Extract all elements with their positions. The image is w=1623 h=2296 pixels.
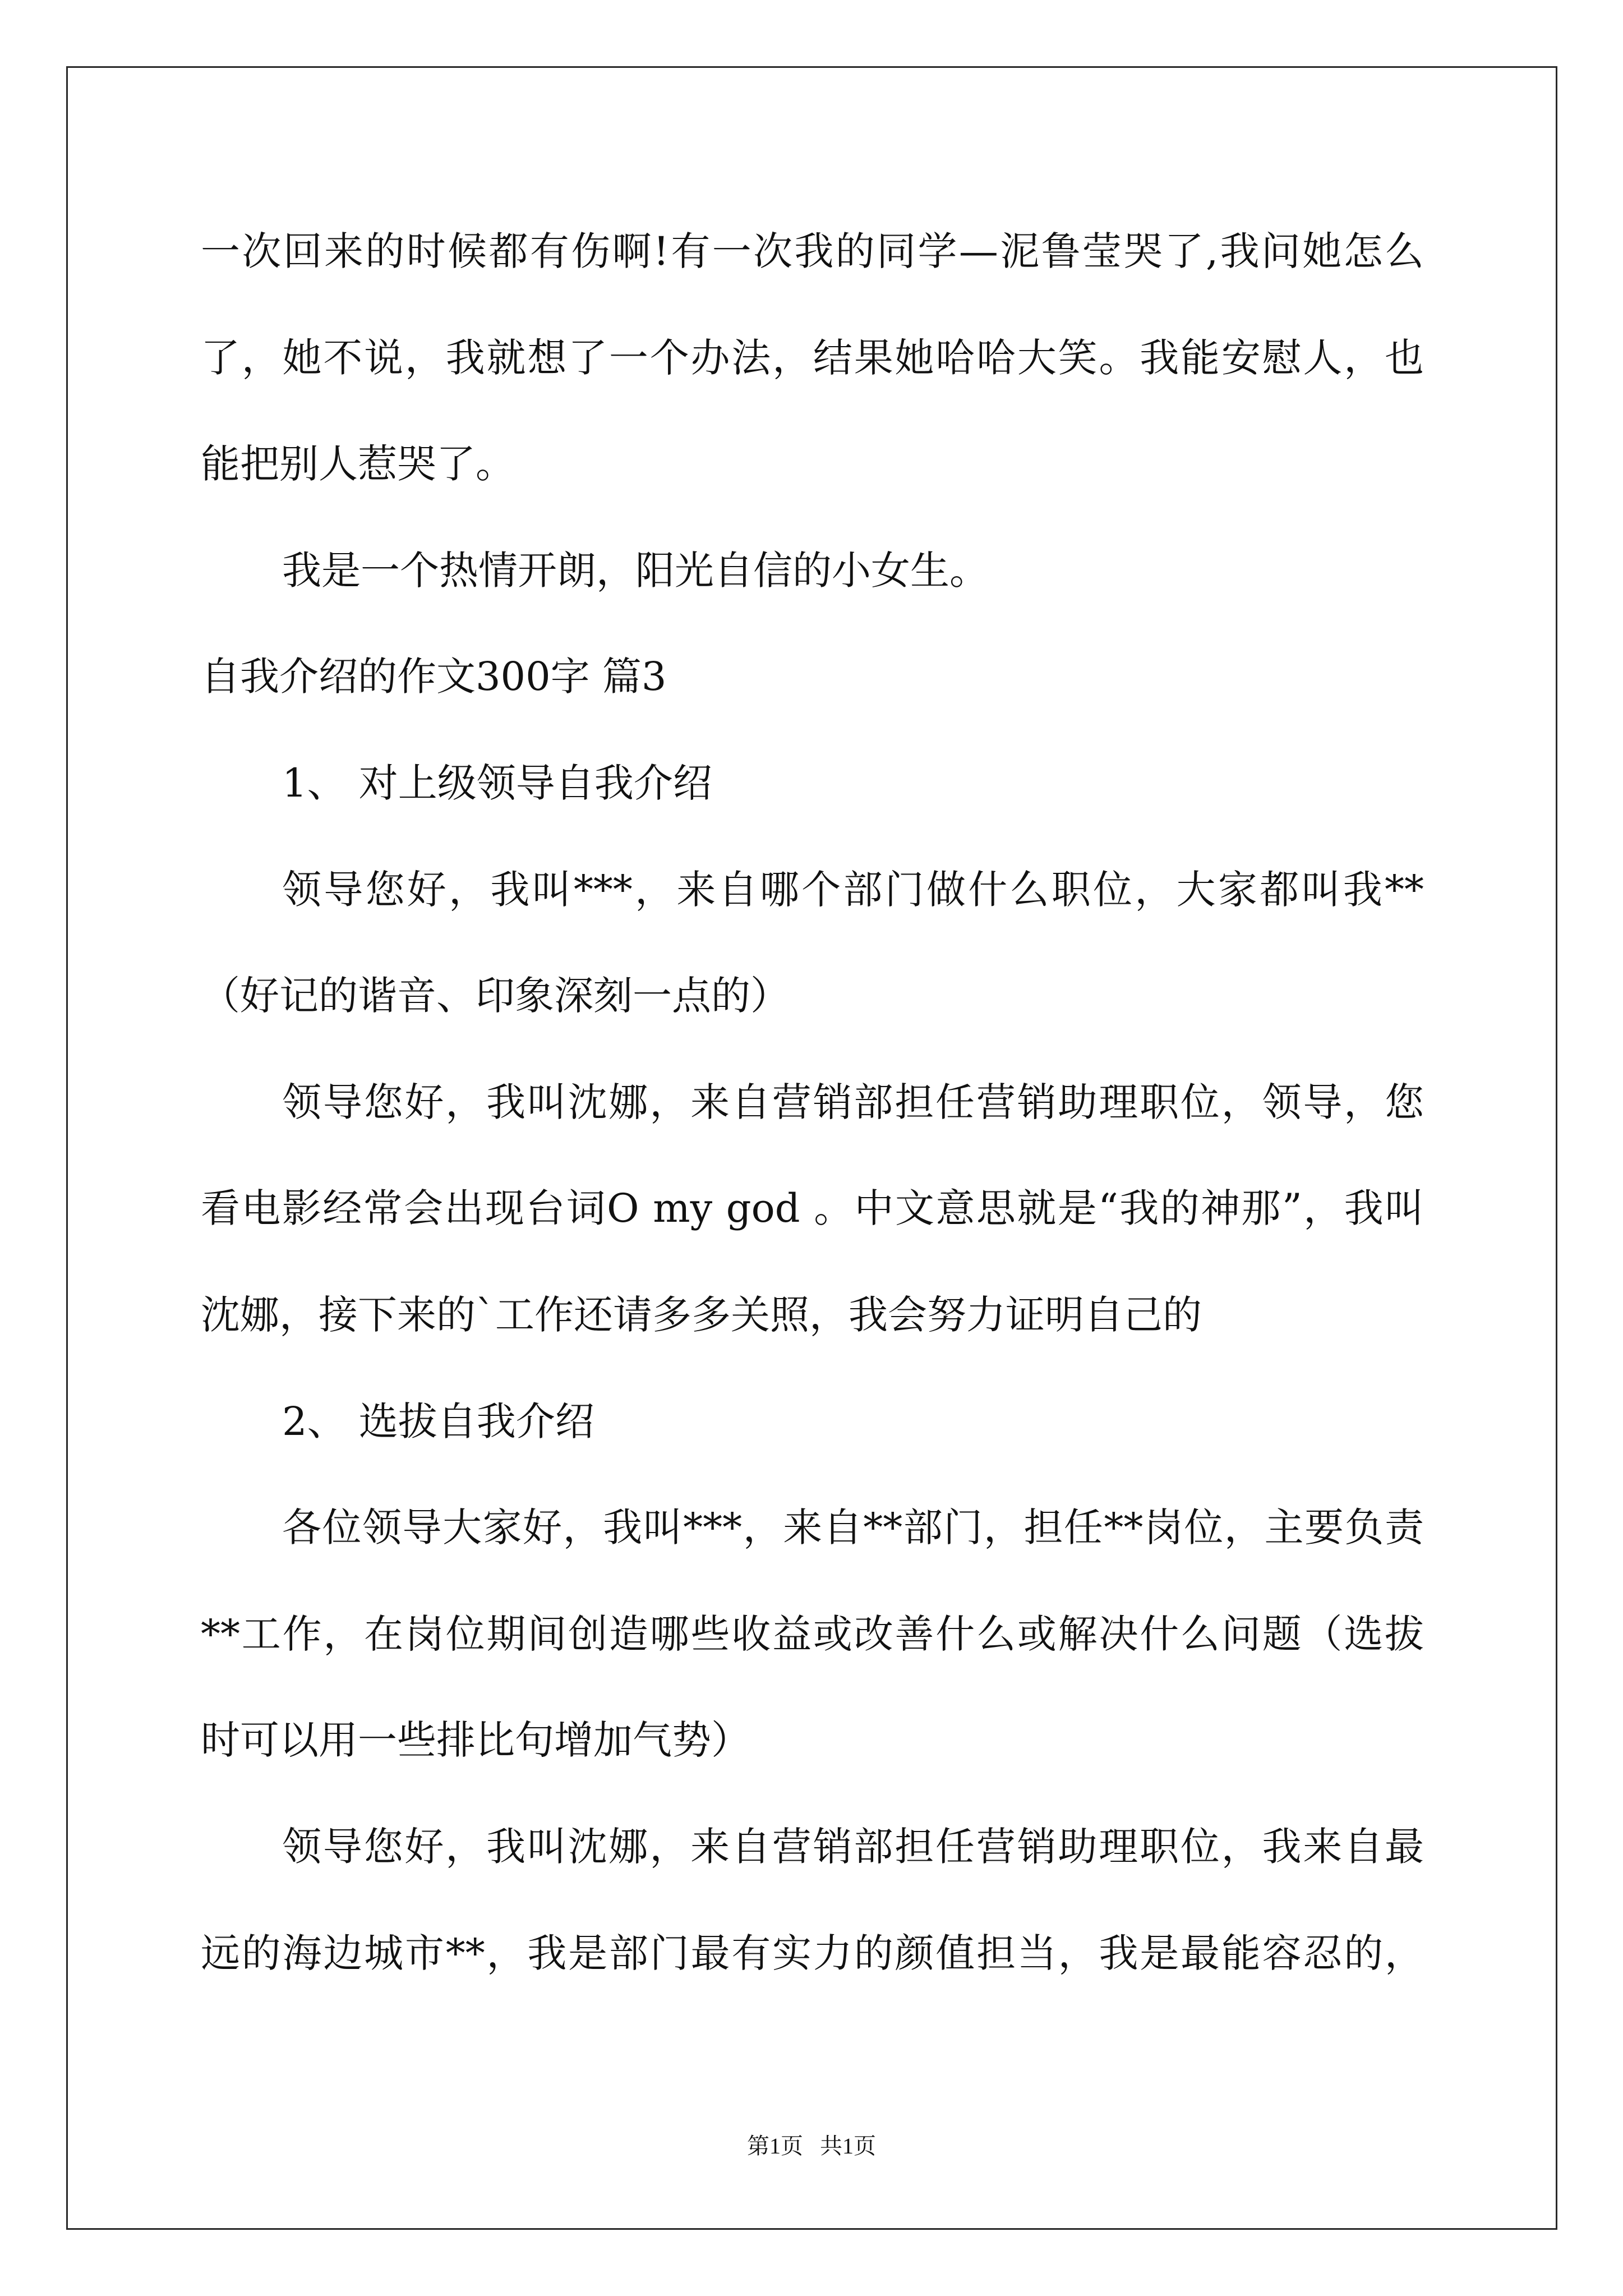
subsection-heading: 1、 对上级领导自我介绍	[282, 760, 712, 806]
page-number-footer: 第1页 共1页	[747, 2133, 876, 2159]
text-line: 看电影经常会出现台词O my god 。中文意思就是“我的神那”，我叫	[201, 1185, 1424, 1232]
section-heading: 自我介绍的作文300字 篇3	[201, 654, 667, 700]
text-line: 能把别人惹哭了。	[201, 441, 515, 487]
text-line: （好记的谐音、印象深刻一点的）	[201, 973, 790, 1019]
text-line: 沈娜，接下来的`工作还请多多关照，我会努力证明自己的	[201, 1291, 1202, 1338]
text-line: 一次回来的时候都有伤啊!有一次我的同学—泥鲁莹哭了,我问她怎么	[201, 228, 1424, 274]
text-line: 领导您好，我叫沈娜，来自营销部担任营销助理职位，我来自最	[282, 1823, 1424, 1870]
subsection-heading: 2、 选拔自我介绍	[282, 1398, 594, 1444]
text-line: 领导您好，我叫***，来自哪个部门做什么职位，大家都叫我**	[282, 866, 1424, 913]
text-line: 各位领导大家好，我叫***，来自**部门，担任**岗位，主要负责	[282, 1504, 1424, 1551]
text-line: 远的海边城市**，我是部门最有实力的颜值担当，我是最能容忍的，	[201, 1930, 1424, 1976]
document-body	[201, 199, 1424, 2007]
text-line: 领导您好，我叫沈娜，来自营销部担任营销助理职位，领导，您	[282, 1079, 1424, 1125]
text-line: 时可以用一些排比句增加气势）	[201, 1717, 750, 1764]
text-line: **工作，在岗位期间创造哪些收益或改善什么或解决什么问题（选拔	[201, 1611, 1424, 1657]
text-line: 了，她不说，我就想了一个办法，结果她哈哈大笑。我能安慰人，也	[201, 334, 1424, 381]
text-line: 我是一个热情开朗，阳光自信的小女生。	[282, 547, 989, 593]
